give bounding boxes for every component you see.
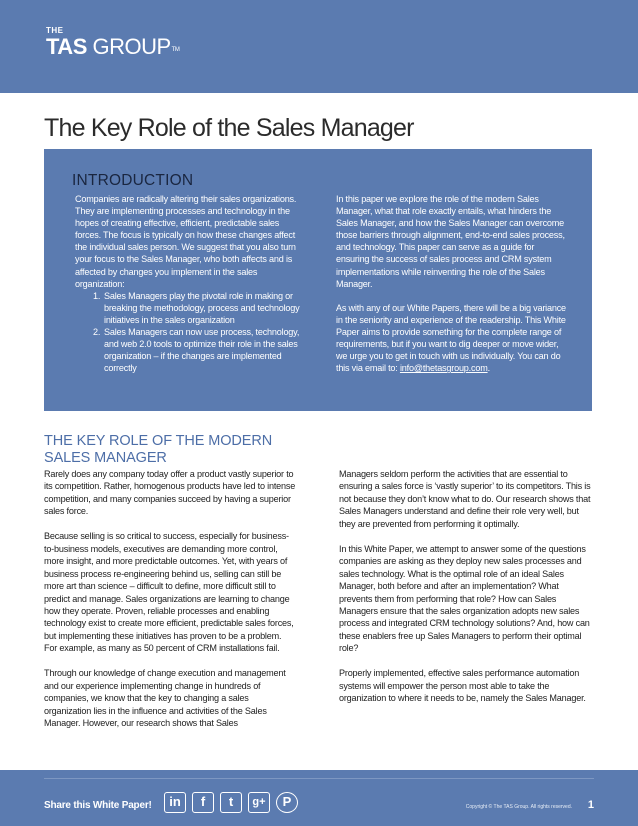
list-item-text: Sales Managers play the pivotal role in making or breaking the methodology, process and technology initiatives in the sales organization <box>104 290 300 325</box>
contact-period: . <box>487 363 490 374</box>
body-paragraph: Properly implemented, effective sales performance automation systems will empower the person most able to take the organization to where it needs to be, namely the Sales Manager. <box>339 668 586 704</box>
introduction-left-text: Companies are radically altering their sales organizations. They are implementing processes and technology in the hopes of creating effective, efficient, predictable sales forces. The focus is typically on how these changes affect the individual sales person. We suggest that you also turn your focus to the Sales Manager, who both affects and is affected by changes you implement in the sales organization: <box>75 194 297 289</box>
list-number: 2. <box>93 327 101 338</box>
logo-group: GROUP <box>86 34 171 59</box>
introduction-box <box>44 149 592 411</box>
copyright-notice: Copyright © The TAS Group. All rights reserved. <box>465 804 572 810</box>
email-link[interactable]: info@thetasgroup.com <box>399 363 488 374</box>
logo-wordmark <box>46 35 179 59</box>
list-number: 1. <box>93 290 101 301</box>
introduction-left-column <box>75 193 303 374</box>
page-number: 1 <box>587 799 594 811</box>
introduction-list-item <box>75 290 303 326</box>
introduction-list-item <box>75 326 303 374</box>
introduction-right-column <box>336 193 568 374</box>
introduction-list <box>75 290 303 375</box>
introduction-heading: INTRODUCTION <box>72 172 194 189</box>
facebook-icon[interactable]: f <box>192 792 214 813</box>
twitter-icon[interactable]: t <box>220 792 242 813</box>
footer-bar <box>44 778 594 826</box>
logo-the: THE <box>46 26 64 35</box>
list-item-text: Sales Managers can now use process, technology, and web 2.0 tools to optimize their role in the sales organization – if the changes are implemented correctly <box>104 327 300 374</box>
linkedin-icon[interactable]: in <box>164 792 186 813</box>
logo-trademark: TM <box>171 47 180 53</box>
body-right-column <box>339 468 593 717</box>
contact-text: As with any of our White Papers, there will be a big variance in the seniority and experience of the readership. This White Paper aims to provide something for the complete range of requirements, but if you want to dig deeper or move wider, we urge you to get in touch with us individually. You can do this via email to: <box>336 302 566 374</box>
introduction-contact-paragraph <box>336 302 568 375</box>
body-paragraph: Managers seldom perform the activities that are essential to ensuring a sales force is ‘vastly superior’ to its competitors. This is not because they don’t know what to do. Our research shows that Sales Managers understand and define their role very well, but they are prevented from performing it optimally. <box>339 469 591 529</box>
logo-tas: TAS <box>46 34 87 59</box>
body-left-column <box>44 468 296 742</box>
footer-band <box>0 770 638 826</box>
section-heading: THE KEY ROLE OF THE MODERN SALES MANAGER <box>44 433 273 466</box>
body-paragraph: In this White Paper, we attempt to answer some of the questions companies are asking as they deploy new sales processes and sales technology. What is the optimal role of an ideal Sales Manager, both before and after an implementation? What prevents them from performing that role? How can Sales Managers ensure that the sales organization adopts new sales process and integrated CRM technology solutions? And, how can these enablers free up Sales Managers to perform their optimal role? <box>339 543 590 654</box>
pinterest-icon[interactable]: P <box>276 792 298 813</box>
google-plus-icon[interactable]: g+ <box>248 792 270 813</box>
tas-group-logo <box>46 27 179 59</box>
body-paragraph: Because selling is so critical to success, especially for business-to-business models, executives are demanding more control, more insight, and more predictable outcomes. Yet, with years of business process re-engineering behind us, selling can still be more art than science – difficult to define, more difficult still to predict and manage. Sales organizations are learning to change how they operate. Proven, reliable processes and enabling technology exist to create more efficient, predictable sales forces, but implementing these initiatives has proven to be a problem. For example, as many as 50 percent of CRM installations fail. <box>44 531 294 654</box>
body-paragraph: Rarely does any company today offer a product vastly superior to its competition. Rather, homogenous products have led to intense competition, and many companies succeed by having a superior sales force. <box>44 469 296 517</box>
document-title: The Key Role of the Sales Manager <box>44 114 414 142</box>
introduction-right-paragraph: In this paper we explore the role of the modern Sales Manager, what that role exactly entails, what hinders the Sales Manager, and how the Sales Manager can overcome those barriers through alignment, end-to-end sales process, and technology. This paper can serve as a guide for ensuring the success of sales process and CRM system implementations while reinventing the role of the Sales Manager. <box>336 194 565 289</box>
body-paragraph: Through our knowledge of change execution and management and our experience implementing change in hundreds of companies, we know that the key to changing a sales organization lies in the influence and activities of the Sales Manager. However, our research shows that Sales <box>44 668 286 729</box>
share-label: Share this White Paper! <box>44 800 152 811</box>
header-band <box>0 0 638 93</box>
